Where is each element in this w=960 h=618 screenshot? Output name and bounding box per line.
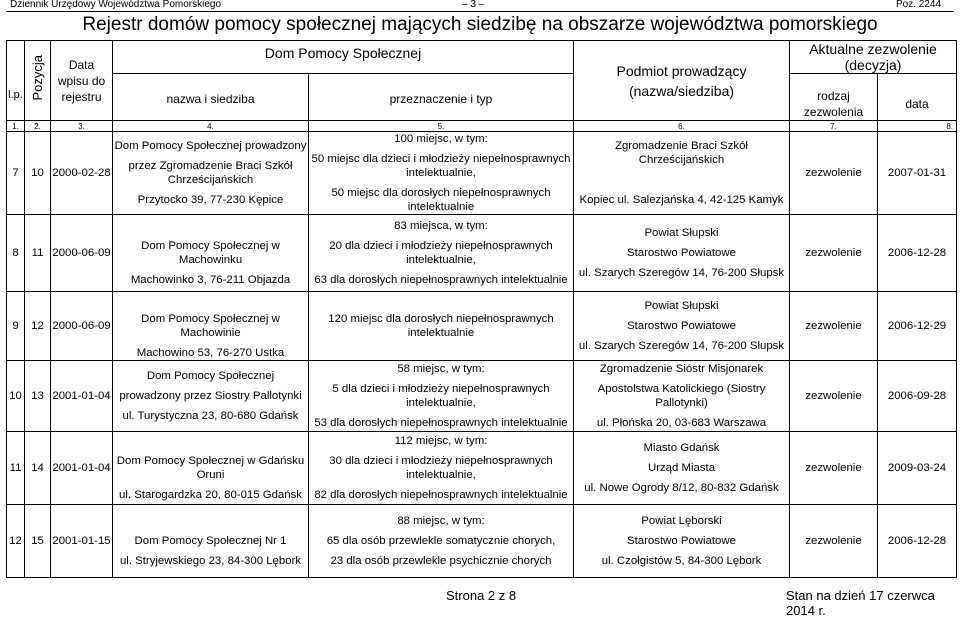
row-permit-type: zezwolenie: [790, 361, 878, 432]
row-purpose-line: 23 dla osób przewlekle psychicznie chorych: [330, 555, 552, 567]
row-name: [113, 132, 309, 215]
row-operator: [574, 215, 790, 292]
row-operator-line: ul. Szarych Szeregów 14, 76-200 Słupsk: [578, 340, 785, 352]
row-operator-line: Starostwo Powiatowe: [627, 535, 736, 547]
row-name-line: prowadzony przez Siostry Pallotynki: [119, 390, 302, 402]
row-purpose-line: 88 miejsc, w tym:: [397, 515, 485, 527]
row-operator-line: ul. Nowe Ogrody 8/12, 80-832 Gdańsk: [584, 482, 779, 494]
row-name-line: Machowinko 3, 76-211 Objazda: [130, 274, 291, 286]
row-purpose: [309, 215, 574, 292]
col-number: 8.: [878, 121, 957, 132]
row-purpose-line: 120 miejsc dla dorosłych niepełnosprawnych intelektualnie: [328, 313, 554, 339]
register-table: [6, 40, 957, 578]
row-purpose: [309, 292, 574, 361]
row-entry-date: 2000-02-28: [51, 132, 113, 215]
col-number: 1.: [7, 121, 25, 132]
row-purpose: [309, 505, 574, 578]
row-operator: [574, 132, 790, 215]
row-name: [113, 292, 309, 361]
row-operator-line: Starostwo Powiatowe: [627, 320, 736, 332]
row-lp: 7: [7, 132, 25, 215]
row-operator-line: Urząd Miasta: [647, 462, 716, 474]
row-permit-date: 2006-09-28: [878, 361, 957, 432]
row-name: [113, 505, 309, 578]
table-row: [7, 132, 957, 215]
row-lp: 10: [7, 361, 25, 432]
row-name-line: przez Zgromadzenie Braci Szkół Chrześcijańskich: [128, 160, 293, 186]
row-position: 10: [25, 132, 51, 215]
journal-name: Dziennik Urzędowy Województwa Pomorskiego: [10, 0, 222, 10]
col-nazwa: nazwa i siedziba: [113, 74, 309, 121]
row-purpose: [309, 432, 574, 505]
col-number: 3.: [51, 121, 113, 132]
row-purpose-line: 50 miejsc dla dorosłych niepełnosprawnych intelektualnie: [331, 187, 551, 213]
position-number: Poz. 2244: [896, 0, 942, 10]
row-permit-type: zezwolenie: [790, 292, 878, 361]
header-rule: [6, 11, 954, 12]
row-purpose-line: 65 dla osób przewlekle somatycznie chorych,: [326, 535, 556, 547]
row-name-line: ul. Stryjewskiego 23, 84-300 Lębork: [119, 555, 302, 567]
row-name-line: ul. Turystyczna 23, 80-680 Gdańsk: [122, 410, 299, 422]
row-operator: [574, 292, 790, 361]
row-purpose-line: [309, 292, 573, 306]
row-entry-date: 2001-01-04: [51, 361, 113, 432]
row-operator-line: Miasto Gdańsk: [643, 442, 720, 454]
col-number: 2.: [25, 121, 51, 132]
row-permit-type: zezwolenie: [790, 132, 878, 215]
row-purpose-line: 82 dla dorosłych niepełnosprawnych intelektualnie: [314, 489, 568, 501]
col-rodzaj: rodzaj zezwolenia: [790, 74, 878, 121]
row-name-line: [113, 434, 308, 448]
col-lp: l.p.: [7, 41, 25, 121]
row-permit-date: 2007-01-31: [878, 132, 957, 215]
row-name-line: Dom Pomocy Społecznej: [146, 370, 275, 382]
row-lp: 12: [7, 505, 25, 578]
row-purpose-line: 53 dla dorosłych niepełnosprawnych intelektualnie: [314, 417, 568, 429]
table-row: [7, 432, 957, 505]
row-name-line: Dom Pomocy Społecznej w Machowinie: [141, 313, 280, 339]
col-aktualne: Aktualne zezwolenie (decyzja): [790, 41, 957, 74]
table-row: [7, 292, 957, 361]
row-operator-line: ul. Szarych Szeregów 14, 76-200 Słupsk: [578, 267, 785, 279]
row-operator-line: [574, 173, 789, 187]
row-name-line: Dom Pomocy Społecznej w Gdańsku Oruni: [116, 455, 305, 481]
row-purpose-line: 50 miejsc dla dzieci i młodzieży niepełnosprawnych intelektualnie,: [311, 153, 571, 179]
row-entry-date: 2000-06-09: [51, 215, 113, 292]
row-permit-date: 2006-12-28: [878, 505, 957, 578]
row-operator-line: Zgromadzenie Braci Szkół Chrześcijańskich: [615, 140, 748, 166]
col-pozycja: Pozycja: [25, 41, 51, 121]
row-name-line: [113, 292, 308, 306]
row-permit-type: zezwolenie: [790, 215, 878, 292]
status-date: Stan na dzień 17 czerwca 2014 r.: [786, 588, 935, 618]
row-name-line: Dom Pomocy Społecznej prowadzony: [114, 140, 307, 152]
row-operator: [574, 505, 790, 578]
page-number: – 3 –: [462, 0, 485, 10]
row-position: 12: [25, 292, 51, 361]
row-entry-date: 2001-01-04: [51, 432, 113, 505]
col-data: data: [878, 74, 957, 121]
page-counter: Strona 2 z 8: [446, 588, 517, 603]
row-purpose-line: 20 dla dzieci i młodzieży niepełnosprawnych intelektualnie,: [329, 240, 553, 266]
row-operator-line: ul. Płońska 20, 03-683 Warszawa: [596, 417, 767, 429]
row-position: 14: [25, 432, 51, 505]
row-purpose: [309, 132, 574, 215]
row-operator-line: Starostwo Powiatowe: [627, 247, 736, 259]
row-operator-line: ul. Czołgistów 5, 84-300 Lębork: [601, 555, 762, 567]
row-name: [113, 215, 309, 292]
row-entry-date: 2001-01-15: [51, 505, 113, 578]
row-operator-line: Kopiec ul. Salezjańska 4, 42-125 Kamyk: [579, 194, 784, 206]
row-position: 15: [25, 505, 51, 578]
table-row: [7, 215, 957, 292]
row-position: 13: [25, 361, 51, 432]
row-operator-line: Powiat Słupski: [644, 300, 719, 312]
column-numbers-row: [7, 121, 957, 132]
row-name-line: [113, 514, 308, 528]
row-purpose-line: 100 miejsc, w tym:: [394, 133, 488, 145]
row-entry-date: 2000-06-09: [51, 292, 113, 361]
col-number: 7.: [790, 121, 878, 132]
row-position: 11: [25, 215, 51, 292]
row-permit-type: zezwolenie: [790, 505, 878, 578]
table-row: [7, 361, 957, 432]
row-name-line: [113, 219, 308, 233]
row-name-line: ul. Starogardzka 20, 80-015 Gdańsk: [119, 489, 302, 501]
row-operator-line: Zgromadzenie Sióstr Misjonarek: [599, 363, 764, 375]
page-title: Rejestr domów pomocy społecznej mających siedzibę na obszarze województwa pomorskiego: [82, 14, 878, 35]
row-purpose-line: 112 miejsc, w tym:: [394, 435, 488, 447]
table-row: [7, 505, 957, 578]
row-permit-date: 2009-03-24: [878, 432, 957, 505]
row-purpose-line: 30 dla dzieci i młodzieży niepełnosprawnych intelektualnie,: [329, 455, 553, 481]
col-dps: Dom Pomocy Społecznej: [113, 41, 574, 74]
row-operator: [574, 432, 790, 505]
row-name-line: Przytocko 39, 77-230 Kępice: [137, 194, 284, 206]
row-lp: 8: [7, 215, 25, 292]
row-purpose-line: [309, 346, 573, 360]
row-name-line: Dom Pomocy Społecznej Nr 1: [134, 535, 287, 547]
row-lp: 11: [7, 432, 25, 505]
row-name-line: Machowino 53, 76-270 Ustka: [136, 347, 285, 359]
row-name: [113, 361, 309, 432]
row-lp: 9: [7, 292, 25, 361]
row-purpose-line: 83 miejsca, w tym:: [394, 220, 488, 232]
row-purpose-line: 5 dla dzieci i młodzieży niepełnosprawnych intelektualnie,: [332, 383, 550, 409]
row-purpose-line: 58 miejsc, w tym:: [397, 363, 485, 375]
col-number: 6.: [574, 121, 790, 132]
row-operator: [574, 361, 790, 432]
row-purpose-line: 63 dla dorosłych niepełnosprawnych intelektualnie: [314, 274, 568, 286]
col-przeznaczenie: przeznaczenie i typ: [309, 74, 574, 121]
row-permit-date: 2006-12-28: [878, 215, 957, 292]
row-name: [113, 432, 309, 505]
row-operator-line: Powiat Lęborski: [641, 515, 722, 527]
row-purpose: [309, 361, 574, 432]
row-permit-type: zezwolenie: [790, 432, 878, 505]
row-operator-line: Apostolstwa Katolickiego (Siostry Pallotynki): [597, 383, 766, 409]
col-data-wpisu: Data wpisu do rejestru: [51, 41, 113, 121]
row-operator-line: Powiat Słupski: [644, 227, 719, 239]
col-number: 4.: [113, 121, 309, 132]
row-name-line: Dom Pomocy Społecznej w Machowinku: [141, 240, 280, 266]
col-podmiot: Podmiot prowadzący (nazwa/siedziba): [574, 41, 790, 121]
col-number: 5.: [309, 121, 574, 132]
row-permit-date: 2006-12-29: [878, 292, 957, 361]
